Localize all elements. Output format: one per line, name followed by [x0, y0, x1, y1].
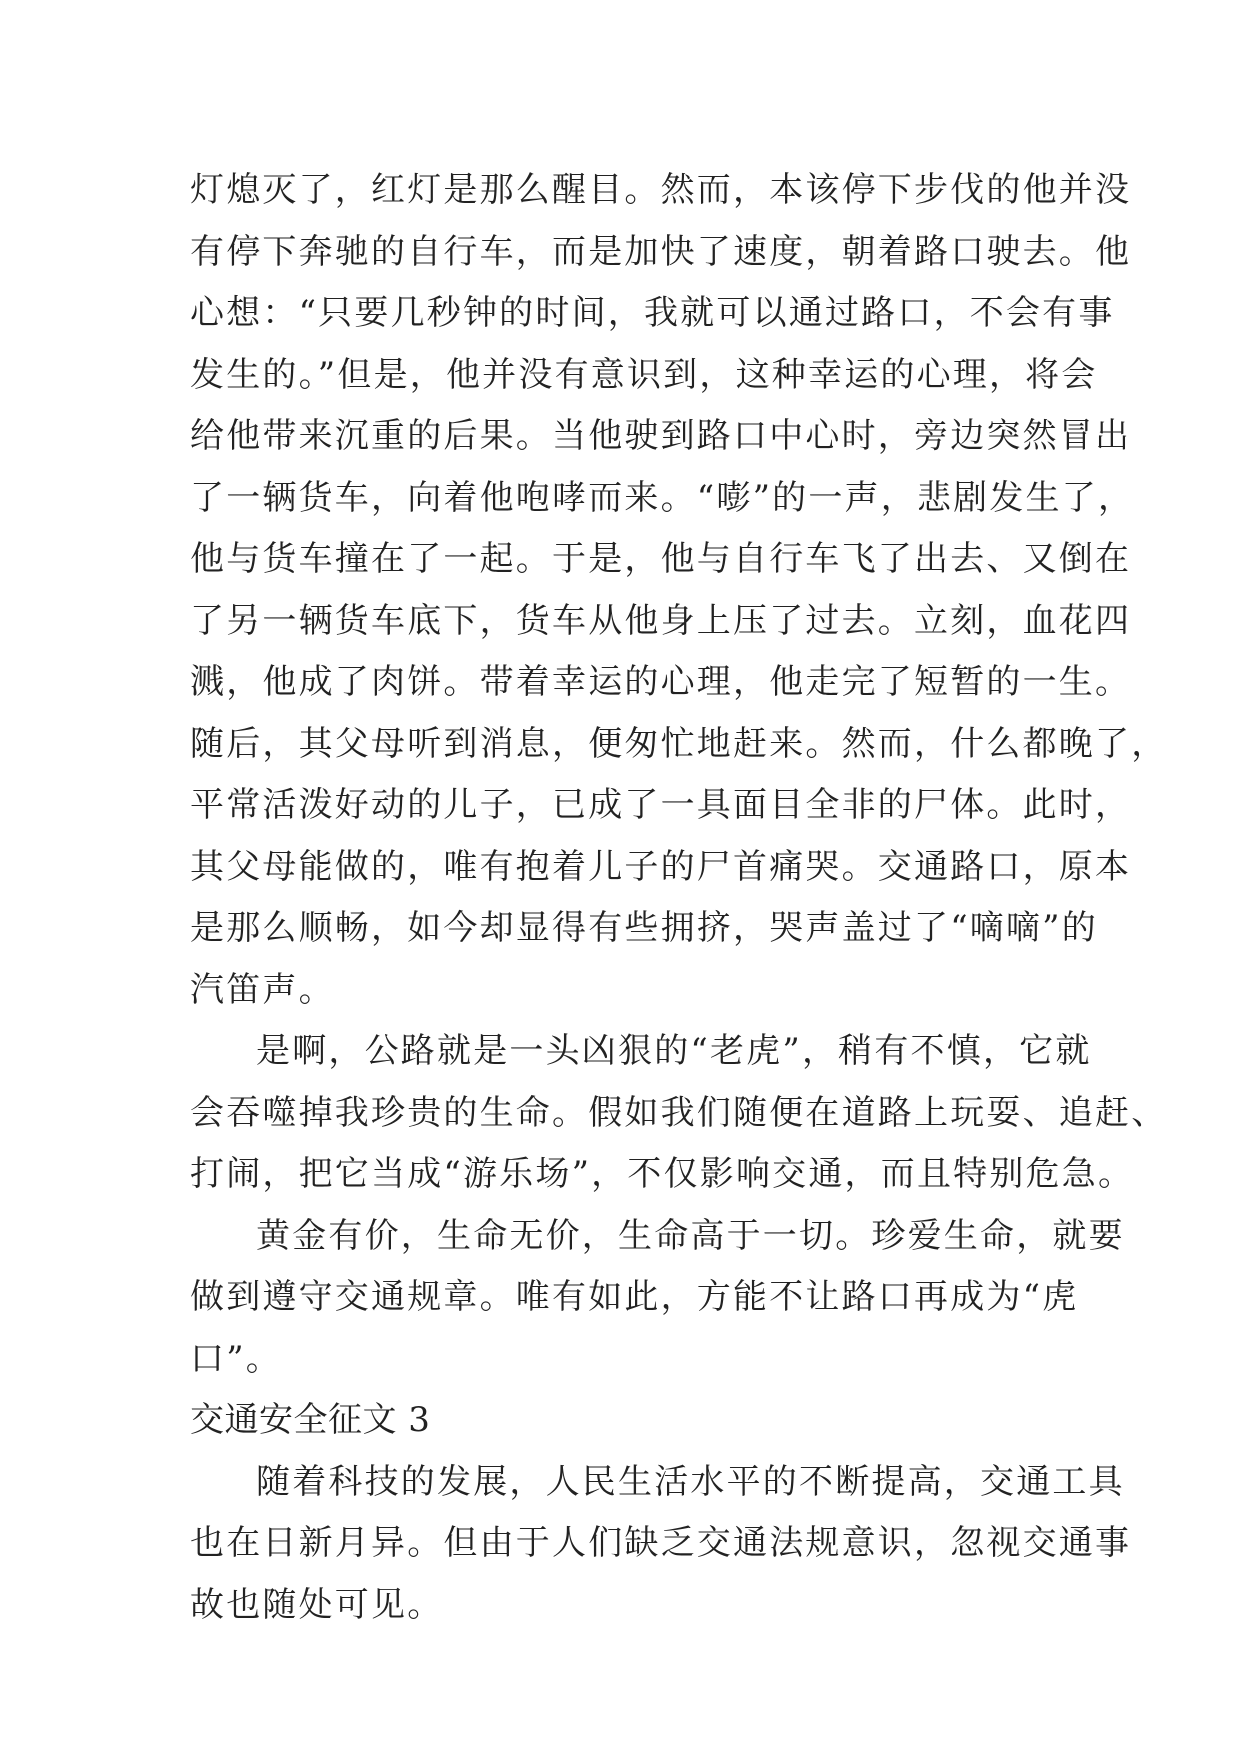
text-line: 给他带来沉重的后果。当他驶到路口中心时，旁边突然冒出	[190, 416, 1132, 456]
text-line: 灯熄灭了，红灯是那么醒目。然而，本该停下步伐的他并没	[190, 170, 1132, 210]
text-line: 是那么顺畅，如今却显得有些拥挤，哭声盖过了“嘀嘀”的	[190, 908, 1098, 948]
text-line: 平常活泼好动的儿子，已成了一具面目全非的尸体。此时，	[190, 785, 1132, 825]
text-line: 有停下奔驰的自行车，而是加快了速度，朝着路口驶去。他	[190, 231, 1132, 272]
text-line: 他与货车撞在了一起。于是，他与自行车飞了出去、又倒在	[190, 539, 1132, 579]
text-line: 其父母能做的，唯有抱着儿子的尸首痛哭。交通路口，原本	[190, 846, 1132, 887]
paragraph-4	[190, 1452, 1132, 1637]
text-line: 也在日新月异。但由于人们缺乏交通法规意识，忽视交通事	[190, 1523, 1132, 1563]
text-line: 汽笛声。	[190, 969, 335, 1010]
text-line: 发生的。”但是，他并没有意识到，这种幸运的心理，将会	[190, 354, 1098, 395]
text-line: 故也随处可见。	[190, 1584, 444, 1625]
text-line: 心想：“只要几秒钟的时间，我就可以通过路口，不会有事	[190, 293, 1115, 333]
document-body	[190, 160, 1168, 1636]
text-line: 了一辆货车，向着他咆哮而来。“嘭”的一声，悲剧发生了，	[190, 477, 1135, 518]
text-line: 随着科技的发展，人民生活水平的不断提高，交通工具	[256, 1461, 1125, 1502]
text-line: 是啊，公路就是一头凶狠的“老虎”，稍有不慎，它就	[256, 1031, 1092, 1071]
paragraph-2	[190, 1021, 1168, 1206]
text-line: 口”。	[190, 1338, 282, 1379]
section-heading: 交通安全征文 3	[190, 1400, 431, 1440]
text-line: 溅，他成了肉饼。带着幸运的心理，他走完了短暂的一生。	[190, 662, 1132, 702]
text-line: 随后，其父母听到消息，便匆忙地赶来。然而，什么都晚了，	[190, 723, 1168, 764]
text-line: 黄金有价，生命无价，生命高于一切。珍爱生命，就要	[256, 1215, 1125, 1256]
paragraph-3	[190, 1206, 1125, 1391]
text-line: 会吞噬掉我珍贵的生命。假如我们随便在道路上玩耍、追赶、	[190, 1092, 1168, 1133]
text-line: 做到遵守交通规章。唯有如此，方能不让路口再成为“虎	[190, 1277, 1079, 1317]
text-line: 了另一辆货车底下，货车从他身上压了过去。立刻，血花四	[190, 600, 1132, 641]
text-line: 打闹，把它当成“游乐场”，不仅影响交通，而且特别危急。	[190, 1154, 1135, 1194]
paragraph-1	[190, 160, 1168, 1021]
